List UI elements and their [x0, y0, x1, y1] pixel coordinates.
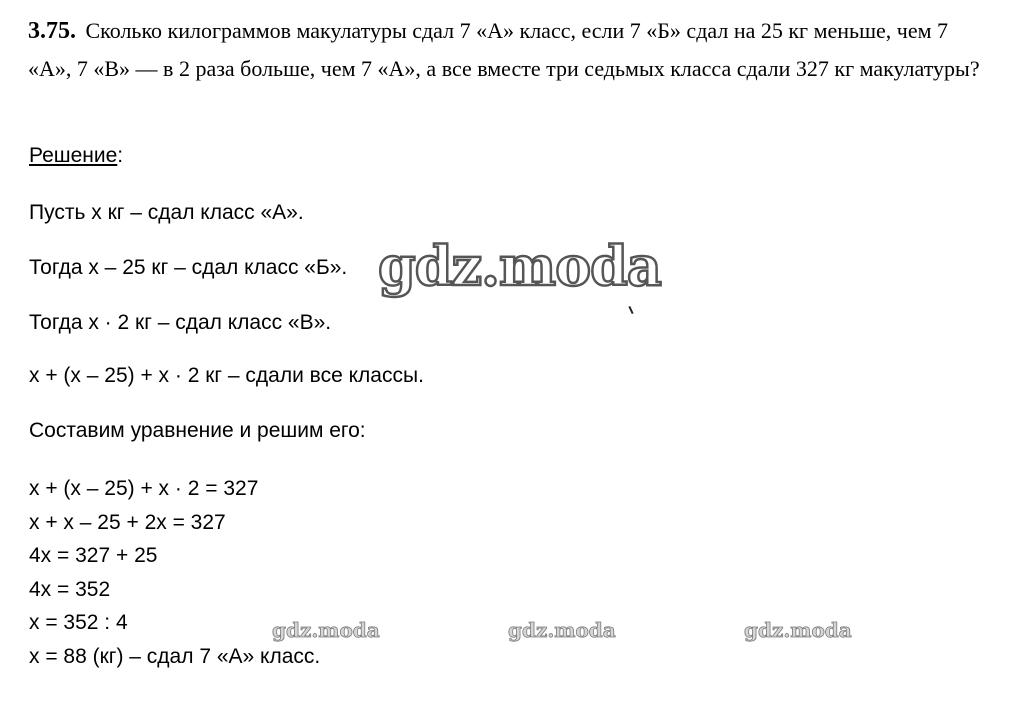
equation-line: х + х – 25 + 2х = 327	[29, 510, 226, 534]
solution-step: Составим уравнение и решим его:	[29, 419, 366, 442]
watermark-main: gdz.moda	[378, 234, 661, 298]
watermark-small: gdz.moda	[272, 618, 380, 642]
watermark-small: gdz.moda	[508, 618, 616, 642]
equation-line: 4х = 327 + 25	[29, 544, 158, 567]
equation-line: х = 88 (кг) – сдал 7 «А» класс.	[29, 644, 321, 668]
solution-heading-colon: :	[117, 144, 124, 167]
problem-text: Сколько килограммов макулатуры сдал 7 «А» класс, если 7 «Б» сдал на 25 кг меньше, чем 7 «А», 7 «В» — в 2 раза больше, чем 7 «А», а все вместе три седьмых класса сдали 327 кг макулатуры?	[28, 18, 980, 81]
equation-line: 4х = 352	[29, 577, 111, 601]
equation-line: х + (х – 25) + х · 2 = 327	[29, 477, 259, 500]
solution-step: х + (х – 25) + х · 2 кг – сдали все классы.	[29, 364, 424, 387]
solution-heading	[29, 144, 123, 168]
solution-step: Пусть х кг – сдал класс «А».	[29, 201, 304, 224]
stray-mark	[628, 306, 633, 314]
solution-step: Тогда х – 25 кг – сдал класс «Б».	[29, 256, 348, 279]
problem-number: 3.75.	[28, 18, 76, 44]
solution-step: Тогда х · 2 кг – сдал класс «В».	[29, 311, 332, 334]
equation-line: х = 352 : 4	[29, 611, 128, 634]
equation-block	[29, 472, 320, 673]
problem-statement	[28, 12, 988, 87]
watermark-small: gdz.moda	[744, 618, 852, 642]
solution-heading-label: Решение	[29, 144, 118, 167]
